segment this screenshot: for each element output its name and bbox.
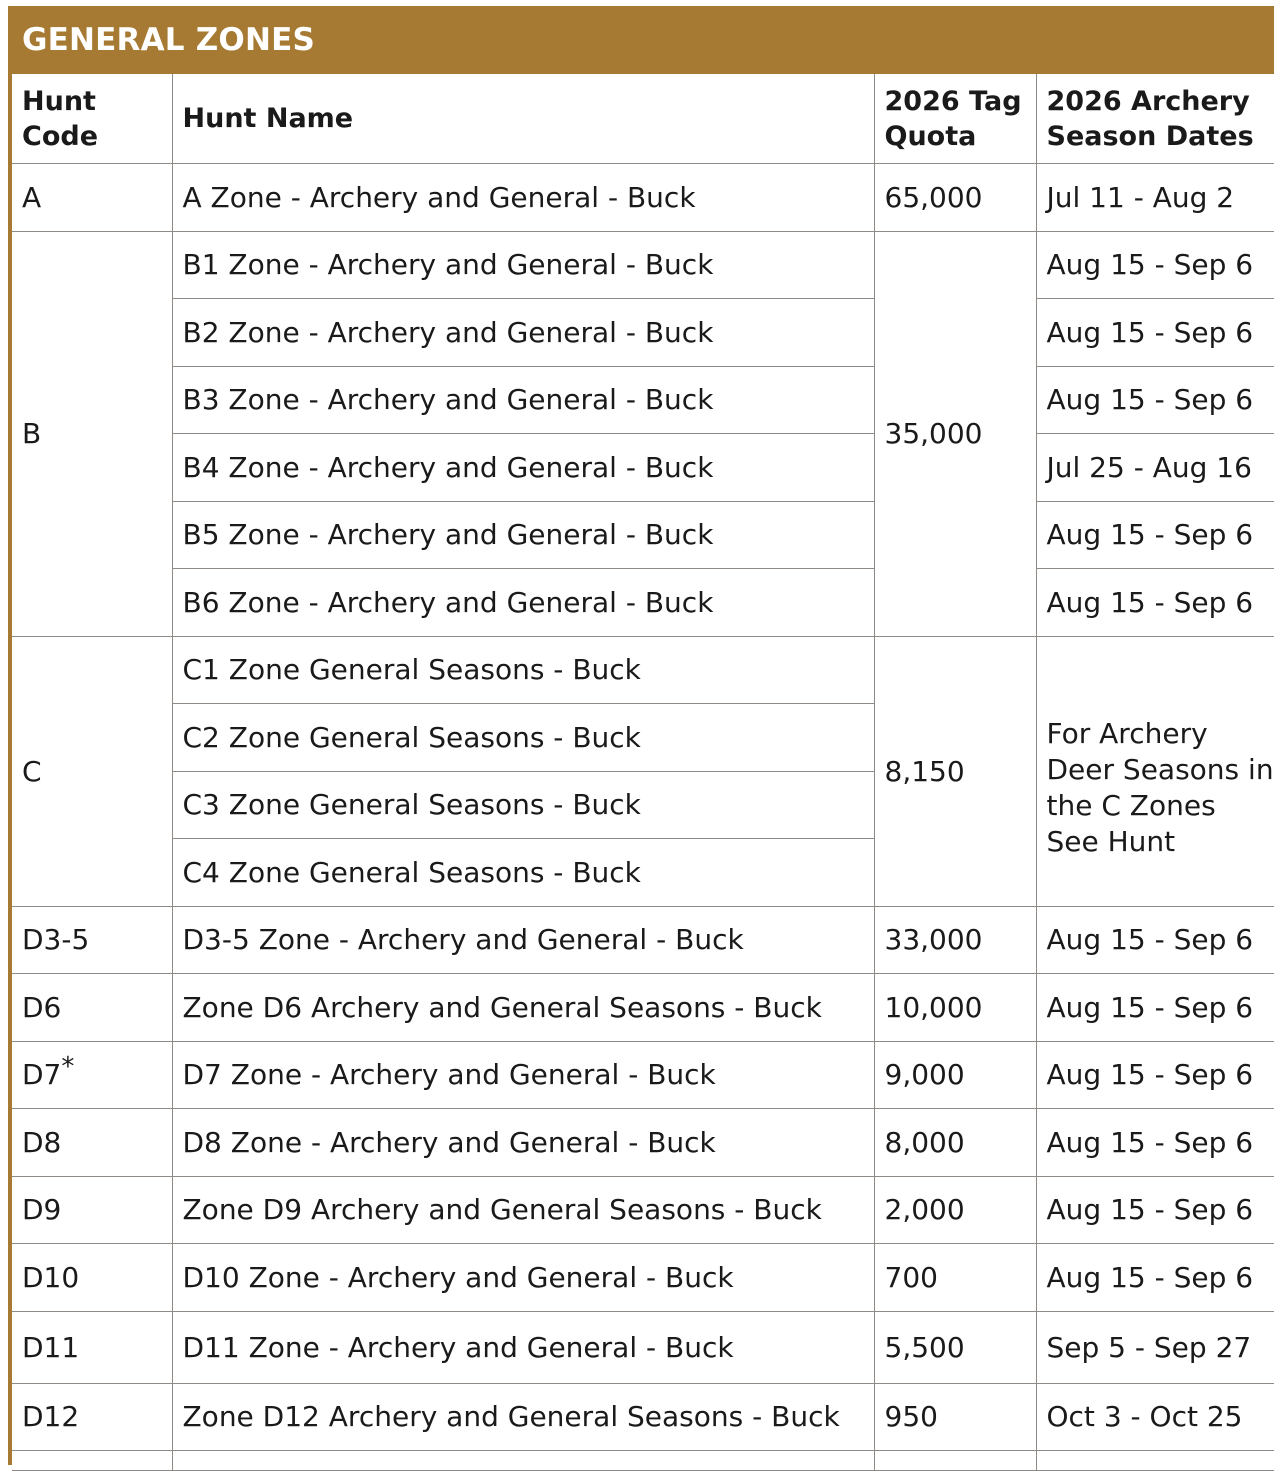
- hunt-code-cell: B: [12, 232, 172, 637]
- tag-quota-cell: 65,000: [874, 164, 1036, 232]
- table-row: [12, 569, 1274, 637]
- table-row: [12, 232, 1274, 299]
- hunt-code-cell: D10: [12, 1244, 172, 1312]
- season-dates-cell: Aug 15 - Sep 6: [1036, 569, 1274, 637]
- season-dates-cell: Aug 15 - Sep 6: [1036, 1042, 1274, 1109]
- table-row: [12, 637, 1274, 704]
- hunt-name-cell: B6 Zone - Archery and General - Buck: [172, 569, 874, 637]
- hunt-name-cell: C1 Zone General Seasons - Buck: [172, 637, 874, 704]
- hunt-name-cell: A Zone - Archery and General - Buck: [172, 164, 874, 232]
- season-dates-cell: Aug 15 - Sep 6: [1036, 907, 1274, 974]
- season-dates-cell: Aug 15 - Sep 6: [1036, 299, 1274, 367]
- hunt-name-cell: Zone D6 Archery and General Seasons - Buck: [172, 974, 874, 1042]
- footnote-asterisk: *: [61, 1051, 75, 1082]
- hunt-code-cell: [12, 1042, 172, 1109]
- table-row: [12, 299, 1274, 367]
- season-dates-cell: Aug 15 - Sep 6: [1036, 1109, 1274, 1177]
- season-dates-cell: Aug 15 - Sep 6: [1036, 502, 1274, 569]
- hunt-name-cell: B3 Zone - Archery and General - Buck: [172, 367, 874, 434]
- table-row: [12, 367, 1274, 434]
- hunt-name-cell: Zone D12 Archery and General Seasons - Buck: [172, 1384, 874, 1451]
- section-title: GENERAL ZONES: [22, 22, 316, 58]
- tag-quota-cell: 35,000: [874, 232, 1036, 637]
- season-dates-cell: Aug 15 - Sep 6: [1036, 367, 1274, 434]
- season-dates-cell: Aug 15 - Sep 6: [1036, 1244, 1274, 1312]
- hunt-name-cell: C2 Zone General Seasons - Buck: [172, 704, 874, 772]
- header-hunt-name: Hunt Name: [172, 74, 874, 164]
- table-row: [12, 1244, 1274, 1312]
- season-dates-cell: Aug 15 - Sep 6: [1036, 232, 1274, 299]
- tag-quota-cell: 8,150: [874, 637, 1036, 907]
- general-zones-table: [12, 74, 1274, 1471]
- table-row: [12, 1042, 1274, 1109]
- hunt-code-cell: D8: [12, 1109, 172, 1177]
- table-row: [12, 1177, 1274, 1244]
- tag-quota-cell: 700: [874, 1244, 1036, 1312]
- table-row: [12, 1109, 1274, 1177]
- hunt-code-cell: D6: [12, 974, 172, 1042]
- season-dates-note-cell: For Archery Deer Seasons in the C Zones See Hunt: [1036, 637, 1274, 907]
- table-header-row: [12, 74, 1274, 164]
- hunt-name-cell: D10 Zone - Archery and General - Buck: [172, 1244, 874, 1312]
- hunt-name-cell: D11 Zone - Archery and General - Buck: [172, 1312, 874, 1384]
- section-banner: [8, 6, 1274, 74]
- tag-quota-cell: [874, 1451, 1036, 1471]
- tag-quota-cell: 33,000: [874, 907, 1036, 974]
- hunt-code-cell: D11: [12, 1312, 172, 1384]
- season-dates-cell: Oct 3 - Oct 25: [1036, 1384, 1274, 1451]
- season-dates-cell: Jul 25 - Aug 16: [1036, 434, 1274, 502]
- hunt-code-cell: D12: [12, 1384, 172, 1451]
- hunt-code-cell: A: [12, 164, 172, 232]
- hunt-name-cell: C3 Zone General Seasons - Buck: [172, 772, 874, 839]
- tag-quota-cell: 10,000: [874, 974, 1036, 1042]
- header-hunt-code: Hunt Code: [12, 74, 172, 164]
- table-row: [12, 974, 1274, 1042]
- hunt-name-cell: C4 Zone General Seasons - Buck: [172, 839, 874, 907]
- season-dates-cell: Aug 15 - Sep 6: [1036, 1177, 1274, 1244]
- tag-quota-cell: 8,000: [874, 1109, 1036, 1177]
- tag-quota-cell: 2,000: [874, 1177, 1036, 1244]
- table-row: [12, 434, 1274, 502]
- table-row-partial: [12, 1451, 1274, 1471]
- season-dates-cell: Jul 11 - Aug 2: [1036, 164, 1274, 232]
- hunt-code-cell: D3-5: [12, 907, 172, 974]
- hunt-name-cell: B4 Zone - Archery and General - Buck: [172, 434, 874, 502]
- table-row: [12, 502, 1274, 569]
- table-row: [12, 1312, 1274, 1384]
- hunt-name-cell: B1 Zone - Archery and General - Buck: [172, 232, 874, 299]
- table-row: [12, 164, 1274, 232]
- header-tag-quota: 2026 Tag Quota: [874, 74, 1036, 164]
- hunt-name-cell: B5 Zone - Archery and General - Buck: [172, 502, 874, 569]
- season-dates-cell: [1036, 1451, 1274, 1471]
- hunt-code-text: D7: [22, 1057, 62, 1091]
- hunt-name-cell: [172, 1451, 874, 1471]
- season-dates-cell: Sep 5 - Sep 27: [1036, 1312, 1274, 1384]
- table-row: [12, 1384, 1274, 1451]
- tag-quota-cell: 950: [874, 1384, 1036, 1451]
- hunt-code-cell: D9: [12, 1177, 172, 1244]
- tag-quota-cell: 9,000: [874, 1042, 1036, 1109]
- hunt-code-cell: [12, 1451, 172, 1471]
- tag-quota-cell: 5,500: [874, 1312, 1036, 1384]
- hunt-name-cell: D8 Zone - Archery and General - Buck: [172, 1109, 874, 1177]
- hunt-name-cell: D7 Zone - Archery and General - Buck: [172, 1042, 874, 1109]
- hunt-code-cell: C: [12, 637, 172, 907]
- table-row: [12, 907, 1274, 974]
- hunt-name-cell: D3-5 Zone - Archery and General - Buck: [172, 907, 874, 974]
- hunt-name-cell: B2 Zone - Archery and General - Buck: [172, 299, 874, 367]
- header-archery-season-dates: 2026 Archery Season Dates: [1036, 74, 1274, 164]
- hunt-name-cell: Zone D9 Archery and General Seasons - Buck: [172, 1177, 874, 1244]
- season-dates-cell: Aug 15 - Sep 6: [1036, 974, 1274, 1042]
